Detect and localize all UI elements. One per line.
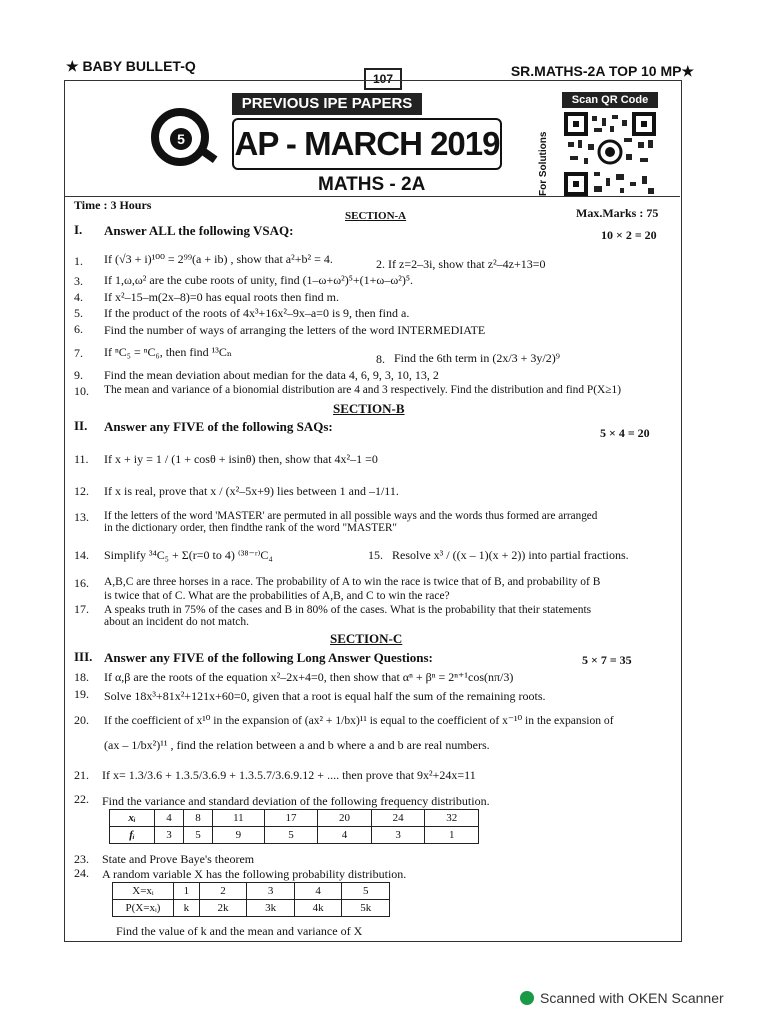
question-18: If α,β are the roots of the equation x²–2x+4=0, then show that αⁿ + βⁿ = 2ⁿ⁺¹cos(nπ/3) [104,670,514,684]
table-cell: 1 [425,827,479,844]
question-number: 3. [74,274,83,288]
table-cell: 11 [213,810,265,827]
table-cell: 4 [294,883,342,900]
subject-title: MATHS - 2A [318,174,426,195]
qr-label: Scan QR Code [562,92,658,108]
question-11: If x + iy = 1 / (1 + cosθ + isinθ) then, show that 4x²–1 =0 [104,452,378,466]
table-cell: fᵢ [110,827,155,844]
series-label: ★ BABY BULLET-Q [66,58,196,74]
question-number: 22. [74,792,89,806]
scanner-logo-icon [520,991,534,1005]
paper-code-label: SR.MATHS-2A TOP 10 MP★ [510,63,694,79]
table-row [110,827,479,844]
section-c-marks: 5 × 7 = 35 [582,653,632,667]
table-cell: xᵢ [110,810,155,827]
question-24-tail: Find the value of k and the mean and variance of X [116,924,363,938]
table-row [110,810,479,827]
question-number: 5. [74,306,83,320]
table-cell: 32 [425,810,479,827]
question-23: State and Prove Baye's theorem [102,852,255,866]
table-cell: 4 [155,810,184,827]
scanner-watermark: Scanned with OKEN Scanner [540,990,724,1006]
table-cell: 5k [342,900,390,917]
question-24: A random variable X has the following probability distribution. [102,867,407,881]
frequency-table [109,809,479,844]
question-6: Find the number of ways of arranging the letters of the word INTERMEDIATE [104,323,486,337]
question-8: Find the 6th term in (2x/3 + 3y/2)⁹ [394,351,560,365]
question-number: 9. [74,368,83,382]
section-c-title: SECTION-C [330,631,403,646]
question-number: 14. [74,548,89,562]
table-row [113,883,390,900]
section-b-instruction: Answer any FIVE of the following SAQs: [104,419,333,434]
time-label: Time : 3 Hours [74,198,152,212]
page-number: 107 [364,68,402,90]
question-16-line1: A,B,C are three horses in a race. The probability of A to win the race is twice that of B, and probability of B [104,576,601,588]
question-number: 15. [368,548,383,562]
table-cell: 24 [371,810,425,827]
question-number: 4. [74,290,83,304]
question-5: If the product of the roots of 4x³+16x²–9x–a=0 is 9, then find a. [104,306,410,320]
section-b-roman: II. [74,418,88,433]
table-cell: 5 [264,827,318,844]
table-cell: 5 [184,827,213,844]
table-cell: 8 [184,810,213,827]
question-16-line2: is twice that of C. What are the probabilities of A,B, and C to win the race? [104,590,450,602]
question-number: 19. [74,687,89,701]
table-cell: 4k [294,900,342,917]
table-cell: 3 [371,827,425,844]
question-number: 7. [74,346,83,360]
table-cell: 3 [155,827,184,844]
question-number: 23. [74,852,89,866]
question-17-line1: A speaks truth in 75% of the cases and B in 80% of the cases. What is the probability that their statements [104,604,592,616]
table-cell: k [174,900,200,917]
question-number: 1. [74,254,83,268]
question-2: 2. If z=2–3i, show that z²–4z+13=0 [376,257,546,271]
section-a-roman: I. [74,222,83,237]
question-number: 10. [74,384,89,398]
question-number: 13. [74,510,89,524]
question-7: If ⁿC₅ = ⁿC₆, then find ¹³Cₙ [104,345,233,359]
section-b-marks: 5 × 4 = 20 [600,426,650,440]
for-solutions-label: For Solutions [538,131,549,196]
table-cell: 17 [264,810,318,827]
question-15: Resolve x³ / ((x – 1)(x + 2)) into partial fractions. [392,548,629,562]
question-number: 8. [376,352,385,366]
table-cell: 3k [247,900,295,917]
table-cell: 5 [342,883,390,900]
question-1: If (√3 + i)¹⁰⁰ = 2⁹⁹(a + ib) , show that a²+b² = 4. [104,252,333,266]
question-13-line2: in the dictionary order, then findthe rank of the word "MASTER" [104,522,397,534]
table-cell: 20 [318,810,372,827]
question-number: 11. [74,452,89,466]
table-cell: 3 [247,883,295,900]
question-21: If x= 1.3/3.6 + 1.3.5/3.6.9 + 1.3.5.7/3.6.9.12 + .... then prove that 9x²+24x=11 [102,768,476,782]
question-9: Find the mean deviation about median for the data 4, 6, 9, 3, 10, 13, 2 [104,368,439,382]
question-12: If x is real, prove that x / (x²–5x+9) lies between 1 and –1/11. [104,484,399,498]
table-cell: 4 [318,827,372,844]
question-19: Solve 18x³+81x²+121x+60=0, given that a root is equal half the sum of the remaining roots. [104,689,546,703]
question-number: 12. [74,484,89,498]
question-4: If x²–15–m(2x–8)=0 has equal roots then find m. [104,290,339,304]
table-cell: 2 [199,883,247,900]
table-cell: 9 [213,827,265,844]
section-a-instruction: Answer ALL the following VSAQ: [104,223,294,238]
question-20-line2: (ax – 1/bx²)¹¹ , find the relation between a and b where a and b are real numbers. [104,738,490,752]
section-c-instruction: Answer any FIVE of the following Long Answer Questions: [104,650,433,665]
question-22: Find the variance and standard deviation of the following frequency distribution. [102,794,490,808]
exam-title: AP - MARCH 2019 [232,118,502,170]
question-10: The mean and variance of a bionomial distribution are 4 and 3 respectively. Find the distribution and find P(X≥1) [104,384,622,396]
banner-previous-papers: PREVIOUS IPE PAPERS [232,93,422,115]
question-number: 16. [74,576,89,590]
question-number: 20. [74,713,89,727]
question-17-line2: about an incident do not match. [104,616,249,628]
question-number: 24. [74,866,89,880]
section-a-marks: 10 × 2 = 20 [601,228,657,242]
question-number: 18. [74,670,89,684]
section-a-title: SECTION-A [345,210,407,222]
table-row [113,900,390,917]
question-20-line1: If the coefficient of x¹⁰ in the expansion of (ax² + 1/bx)¹¹ is equal to the coefficient of x⁻¹⁰ in the expansion of [104,714,614,727]
qr-code-icon [564,112,656,196]
question-number: 21. [74,768,89,782]
table-cell: 2k [199,900,247,917]
question-3: If 1,ω,ω² are the cube roots of unity, find (1–ω+ω²)⁵+(1+ω–ω²)⁵. [104,273,414,287]
paper-number-badge: 5 [170,128,192,150]
section-b-title: SECTION-B [333,401,405,416]
table-cell: P(X=xᵢ) [113,900,174,917]
table-cell: 1 [174,883,200,900]
header-divider [64,196,680,197]
max-marks-label: Max.Marks : 75 [576,206,659,220]
question-13-line1: If the letters of the word 'MASTER' are permuted in all possible ways and the words thus formed are arranged [104,510,598,522]
question-number: 17. [74,602,89,616]
question-number: 6. [74,322,83,336]
question-14: Simplify ³⁴C₅ + Σ(r=0 to 4) ⁽³⁸⁻ʳ⁾C₄ [104,548,273,562]
probability-table [112,882,390,917]
table-cell: X=xᵢ [113,883,174,900]
section-c-roman: III. [74,649,93,664]
